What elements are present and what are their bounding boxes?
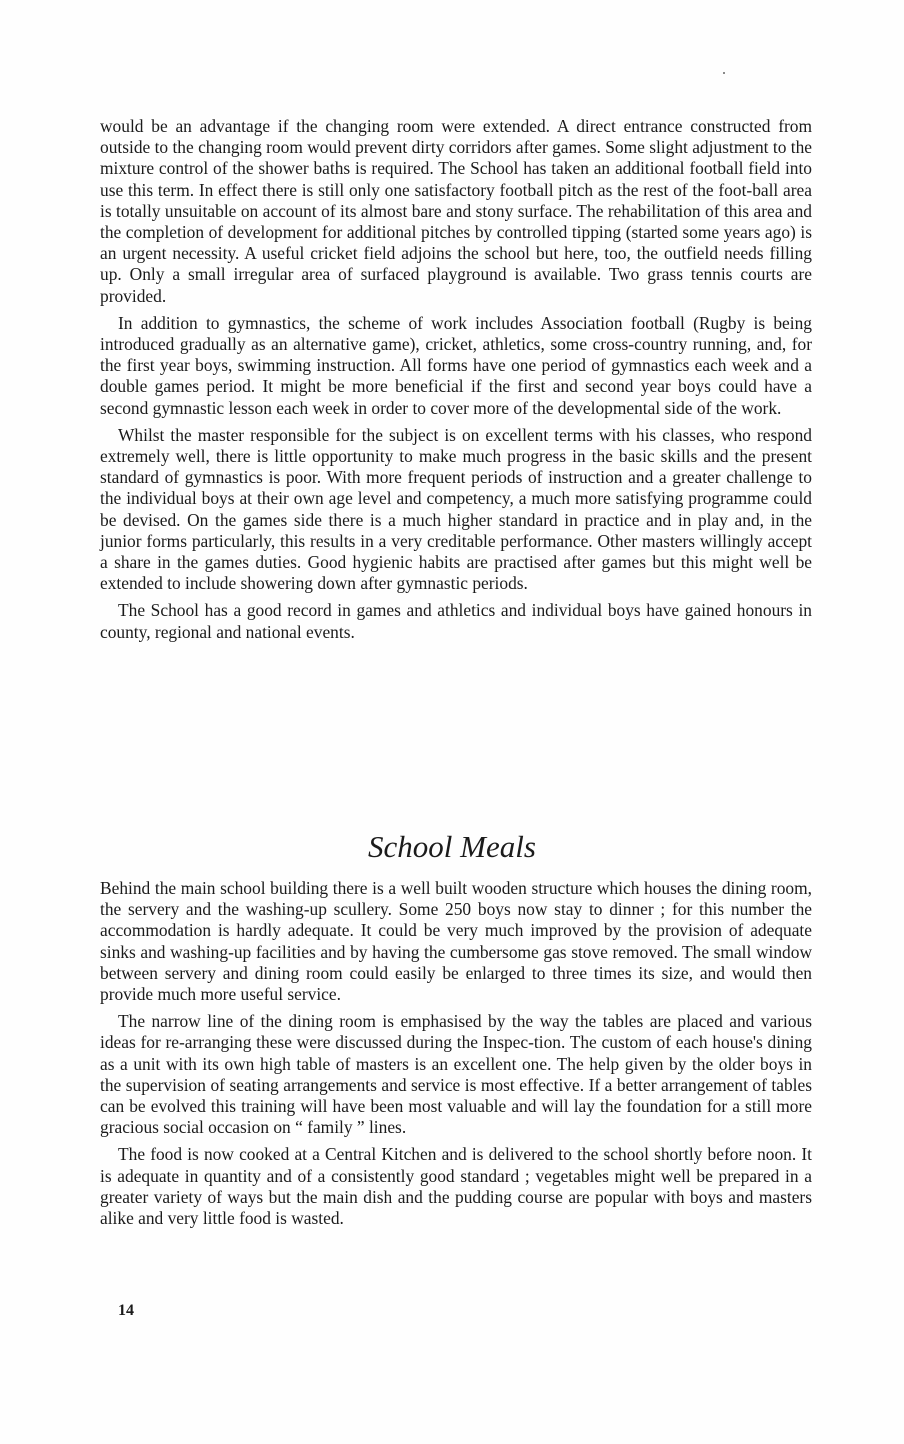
page-number: 14 <box>118 1302 134 1319</box>
paragraph-dining-arrangements: The narrow line of the dining room is emphasised by the way the tables are placed and various ideas for re-arranging these were discussed during the Inspec-tion. The custom of each house's dining as a unit with its own high table of masters is an excellent one. The help given by the older boys in the supervision of seating arrangements and service is most effective. If a better arrangement of tables can be evolved this training will have been most valuable and will lay the foundation for a still more gracious social occasion on “ family ” lines. <box>100 1011 812 1138</box>
paragraph-record: The School has a good record in games and athletics and individual boys have gained honours in county, regional and national events. <box>100 600 812 642</box>
section-heading-school-meals: School Meals <box>368 829 536 864</box>
school-meals-section <box>100 878 812 1235</box>
paragraph-facilities: would be an advantage if the changing room were extended. A direct entrance constructed from outside to the changing room would prevent dirty corridors after games. Some slight adjustment to the mixture control of the shower baths is required. The School has taken an additional football field into use this term. In effect there is still only one satisfactory football pitch as the rest of the foot-ball area is totally unsuitable on account of its almost bare and stony surface. The rehabilitation of this area and the completion of development for additional pitches by controlled tipping (started some years ago) is an urgent necessity. A useful cricket field adjoins the school but here, too, the outfield needs filling up. Only a small irregular area of surfaced playground is available. Two grass tennis courts are provided. <box>100 116 812 306</box>
paragraph-scheme-of-work: In addition to gymnastics, the scheme of work includes Association football (Rugby is being introduced gradually as an alternative game), cricket, athletics, some cross-country running, and, for the first year boys, swimming instruction. All forms have one period of gymnastics each week and a double games period. It might be more beneficial if the first and second year boys could have a second gymnastic lesson each week in order to cover more of the developmental side of the work. <box>100 312 812 418</box>
paragraph-standards: Whilst the master responsible for the subject is on excellent terms with his classes, who respond extremely well, there is little opportunity to make much progress in the basic skills and the present standard of gymnastics is poor. With more frequent periods of instruction and a greater challenge to the individual boys at their own age level and competency, a much more satisfying programme could be devised. On the games side there is a much higher standard in practice and in play and, in the junior forms particularly, this results in a very creditable performance. Other masters willingly accept a share in the games duties. Good hygienic habits are practised after games but this might well be extended to include showering down after gymnastic periods. <box>100 424 812 594</box>
scan-speck <box>723 72 725 74</box>
paragraph-dining-building: Behind the main school building there is a well built wooden structure which houses the dining room, the servery and the washing-up scullery. Some 250 boys now stay to dinner ; for this number the accommodation is hardly adequate. It could be very much improved by the provision of adequate sinks and washing-up facilities and by having the cumbersome gas stove removed. The small window between servery and dining room could easily be enlarged to three times its size, and would then provide much more useful service. <box>100 878 812 1005</box>
paragraph-food: The food is now cooked at a Central Kitchen and is delivered to the school shortly before noon. It is adequate in quantity and of a consistently good standard ; vegetables might well be prepared in a greater variety of ways but the main dish and the pudding course are popular with boys and masters alike and very little food is wasted. <box>100 1144 812 1229</box>
physical-education-section <box>100 116 812 649</box>
